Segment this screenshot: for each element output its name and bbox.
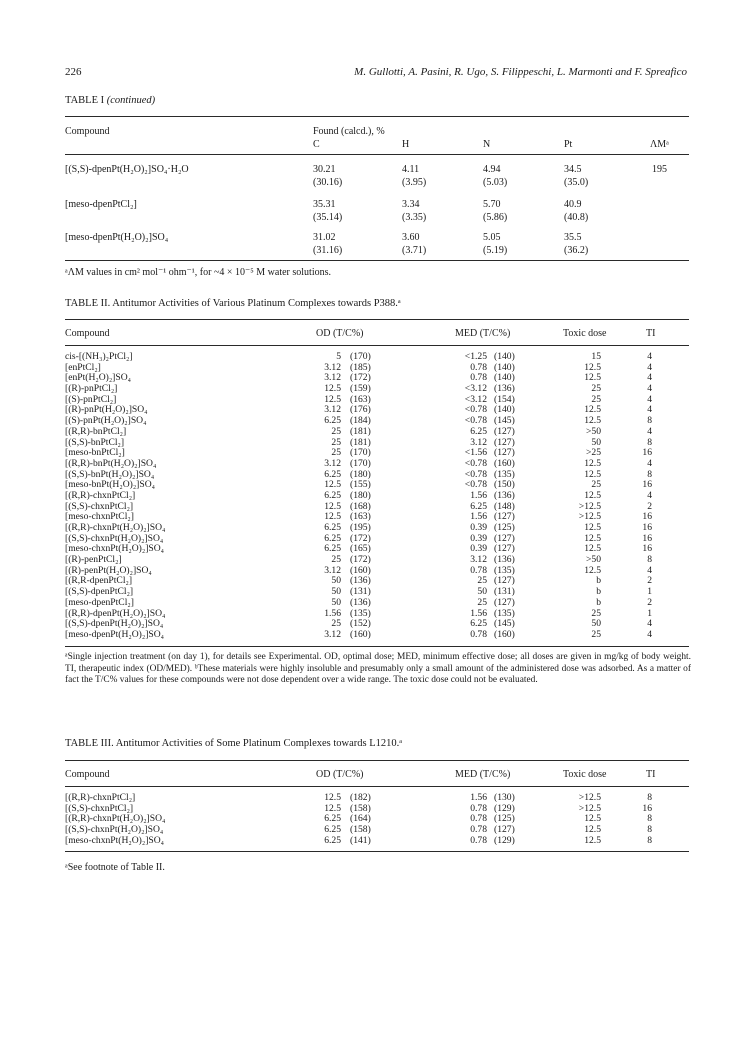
med-tc: (140) bbox=[494, 361, 515, 373]
ti-value: 16 bbox=[642, 522, 652, 533]
od-dose: 1.56 bbox=[324, 607, 341, 619]
med-tc: (129) bbox=[494, 802, 515, 814]
compound-name: [(S,S)-bnPtCl₂] bbox=[65, 436, 125, 448]
od-dose: 3.12 bbox=[324, 457, 341, 469]
toxic-dose: b bbox=[596, 596, 601, 608]
med-tc: (160) bbox=[494, 628, 515, 640]
med-dose: 0.39 bbox=[470, 522, 487, 533]
med-dose: 0.78 bbox=[470, 813, 487, 825]
od-dose: 3.12 bbox=[324, 564, 341, 576]
table1-header-rule bbox=[65, 154, 689, 155]
table-row bbox=[65, 598, 689, 609]
ti-value: 8 bbox=[647, 468, 652, 480]
toxic-dose: 25 bbox=[591, 383, 601, 395]
table1-caption-label: TABLE I bbox=[65, 95, 105, 106]
med-dose: 3.12 bbox=[470, 554, 487, 566]
od-tc: (165) bbox=[350, 543, 371, 555]
table3-caption: TABLE III. Antitumor Activities of Some Platinum Complexes towards L1210.ᵃ bbox=[65, 738, 403, 749]
table-row bbox=[65, 427, 689, 438]
value-n-calcd: (5.03) bbox=[483, 177, 508, 188]
od-dose: 25 bbox=[331, 436, 341, 448]
med-dose: 6.25 bbox=[470, 500, 487, 512]
od-tc: (168) bbox=[350, 500, 371, 512]
med-dose: 0.78 bbox=[470, 834, 487, 846]
table1-header-pt: Pt bbox=[564, 139, 573, 150]
running-head bbox=[65, 66, 687, 82]
od-tc: (163) bbox=[350, 393, 371, 405]
ti-value: 2 bbox=[647, 575, 652, 587]
od-tc: (172) bbox=[350, 532, 371, 544]
med-dose: <0.78 bbox=[464, 404, 487, 416]
od-dose: 6.25 bbox=[324, 415, 341, 427]
compound-name: [meso-chxnPt(H₂O)₂]SO₄ bbox=[65, 543, 165, 555]
toxic-dose: b bbox=[596, 575, 601, 587]
od-tc: (176) bbox=[350, 404, 371, 416]
od-tc: (136) bbox=[350, 575, 371, 587]
value-am: 195 bbox=[652, 164, 667, 175]
compound-name: cis-[(NH₃)₂PtCl₂] bbox=[65, 351, 133, 362]
compound-name: [(R,R-dpenPtCl₂] bbox=[65, 575, 133, 587]
compound-name: [(S)-pnPt(H₂O)₂]SO₄ bbox=[65, 415, 147, 427]
compound-name: [enPtCl₂] bbox=[65, 361, 101, 373]
compound-name: [(R,R)-chxnPtCl₂] bbox=[65, 489, 136, 501]
compound-name: [enPt(H₂O)₂]SO₄ bbox=[65, 372, 131, 384]
toxic-dose: 25 bbox=[591, 479, 601, 491]
od-dose: 6.25 bbox=[324, 824, 341, 836]
med-tc: (129) bbox=[494, 834, 515, 846]
table3-header-toxic: Toxic dose bbox=[563, 769, 607, 780]
toxic-dose: 12.5 bbox=[584, 543, 601, 555]
table2-header-rule bbox=[65, 345, 689, 346]
toxic-dose: 25 bbox=[591, 607, 601, 619]
med-tc: (135) bbox=[494, 564, 515, 576]
page-number: 226 bbox=[65, 66, 82, 78]
ti-value: 16 bbox=[642, 511, 652, 523]
table2-bottom-rule bbox=[65, 646, 689, 647]
value-n: 4.94 bbox=[483, 164, 501, 175]
od-tc: (136) bbox=[350, 596, 371, 608]
value-n-calcd: (5.19) bbox=[483, 245, 508, 256]
med-dose: 3.12 bbox=[470, 436, 487, 448]
od-tc: (184) bbox=[350, 415, 371, 427]
med-dose: 0.78 bbox=[470, 628, 487, 640]
table3-body bbox=[65, 793, 689, 846]
compound-name: [meso-bnPtCl₂] bbox=[65, 447, 125, 459]
od-dose: 12.5 bbox=[324, 802, 341, 814]
value-pt-calcd: (40.8) bbox=[564, 212, 589, 223]
ti-value: 8 bbox=[647, 824, 652, 836]
toxic-dose: 12.5 bbox=[584, 824, 601, 836]
med-tc: (140) bbox=[494, 372, 515, 384]
value-n: 5.05 bbox=[483, 232, 501, 243]
ti-value: 4 bbox=[647, 628, 652, 640]
ti-value: 8 bbox=[647, 436, 652, 448]
table-row bbox=[65, 459, 689, 470]
od-tc: (131) bbox=[350, 586, 371, 598]
compound-name: [(R)-penPtCl₂] bbox=[65, 554, 122, 566]
ti-value: 4 bbox=[647, 383, 652, 395]
toxic-dose: >12.5 bbox=[578, 792, 601, 803]
med-tc: (136) bbox=[494, 554, 515, 566]
compound-name: [(S)-pnPtCl₂] bbox=[65, 393, 117, 405]
table2-header-ti: TI bbox=[646, 328, 656, 339]
med-tc: (160) bbox=[494, 457, 515, 469]
table3-header-od: OD (T/C%) bbox=[316, 769, 364, 780]
od-dose: 12.5 bbox=[324, 393, 341, 405]
med-dose: 0.78 bbox=[470, 824, 487, 836]
value-c: 30.21 bbox=[313, 164, 336, 175]
od-dose: 12.5 bbox=[324, 479, 341, 491]
ti-value: 8 bbox=[647, 792, 652, 803]
med-dose: 0.78 bbox=[470, 802, 487, 814]
med-tc: (127) bbox=[494, 532, 515, 544]
toxic-dose: b bbox=[596, 586, 601, 598]
med-dose: 0.39 bbox=[470, 543, 487, 555]
od-dose: 3.12 bbox=[324, 628, 341, 640]
toxic-dose: 12.5 bbox=[584, 361, 601, 373]
toxic-dose: >50 bbox=[585, 554, 601, 566]
od-tc: (195) bbox=[350, 522, 371, 533]
od-dose: 50 bbox=[331, 575, 341, 587]
compound-name: [(S,S)-chxnPt(H₂O)₂]SO₄ bbox=[65, 824, 164, 836]
compound-name: [(R)-pnPt(H₂O)₂]SO₄ bbox=[65, 404, 148, 416]
od-tc: (160) bbox=[350, 628, 371, 640]
med-dose: 25 bbox=[477, 596, 487, 608]
med-dose: 1.56 bbox=[470, 511, 487, 523]
ti-value: 4 bbox=[647, 351, 652, 362]
med-dose: 6.25 bbox=[470, 618, 487, 630]
toxic-dose: 50 bbox=[591, 618, 601, 630]
value-h-calcd: (3.71) bbox=[402, 245, 427, 256]
od-dose: 25 bbox=[331, 447, 341, 459]
table1-header-h: H bbox=[402, 139, 410, 150]
od-tc: (181) bbox=[350, 436, 371, 448]
table1-header-n: N bbox=[483, 139, 491, 150]
value-h-calcd: (3.35) bbox=[402, 212, 427, 223]
table3-header-med: MED (T/C%) bbox=[455, 769, 511, 780]
ti-value: 1 bbox=[647, 586, 652, 598]
ti-value: 4 bbox=[647, 393, 652, 405]
toxic-dose: 12.5 bbox=[584, 457, 601, 469]
ti-value: 4 bbox=[647, 457, 652, 469]
od-dose: 12.5 bbox=[324, 792, 341, 803]
od-tc: (158) bbox=[350, 824, 371, 836]
od-dose: 6.25 bbox=[324, 468, 341, 480]
med-tc: (127) bbox=[494, 425, 515, 437]
toxic-dose: 12.5 bbox=[584, 834, 601, 846]
compound-name: [(S,S)-dpenPt(H₂O)₂]SO₄·H₂O bbox=[65, 164, 189, 175]
med-dose: <3.12 bbox=[464, 383, 487, 395]
od-dose: 6.25 bbox=[324, 543, 341, 555]
table2-header-toxic: Toxic dose bbox=[563, 328, 607, 339]
med-dose: 6.25 bbox=[470, 425, 487, 437]
compound-name: [(R,R)-bnPt(H₂O)₂]SO₄ bbox=[65, 457, 157, 469]
od-tc: (172) bbox=[350, 554, 371, 566]
med-tc: (127) bbox=[494, 543, 515, 555]
author-line: M. Gullotti, A. Pasini, R. Ugo, S. Filippeschi, L. Marmonti and F. Spreafico bbox=[354, 66, 687, 78]
ti-value: 16 bbox=[642, 802, 652, 814]
od-dose: 12.5 bbox=[324, 511, 341, 523]
table1-bottom-rule bbox=[65, 260, 689, 261]
med-dose: 1.56 bbox=[470, 792, 487, 803]
table2-caption: TABLE II. Antitumor Activities of Various Platinum Complexes towards P388.ᵃ bbox=[65, 298, 401, 309]
med-tc: (136) bbox=[494, 383, 515, 395]
ti-value: 2 bbox=[647, 596, 652, 608]
ti-value: 1 bbox=[647, 607, 652, 619]
od-tc: (159) bbox=[350, 383, 371, 395]
med-dose: 25 bbox=[477, 575, 487, 587]
value-n-calcd: (5.86) bbox=[483, 212, 508, 223]
od-dose: 50 bbox=[331, 596, 341, 608]
med-dose: 0.78 bbox=[470, 361, 487, 373]
value-pt-calcd: (35.0) bbox=[564, 177, 589, 188]
med-tc: (127) bbox=[494, 447, 515, 459]
od-tc: (170) bbox=[350, 447, 371, 459]
ti-value: 16 bbox=[642, 543, 652, 555]
toxic-dose: 12.5 bbox=[584, 813, 601, 825]
ti-value: 8 bbox=[647, 415, 652, 427]
od-dose: 3.12 bbox=[324, 361, 341, 373]
toxic-dose: 25 bbox=[591, 393, 601, 405]
od-tc: (181) bbox=[350, 425, 371, 437]
toxic-dose: 12.5 bbox=[584, 415, 601, 427]
toxic-dose: 12.5 bbox=[584, 372, 601, 384]
med-tc: (127) bbox=[494, 436, 515, 448]
compound-name: [meso-dpenPtCl₂] bbox=[65, 596, 134, 608]
ti-value: 8 bbox=[647, 554, 652, 566]
od-tc: (160) bbox=[350, 564, 371, 576]
od-tc: (163) bbox=[350, 511, 371, 523]
ti-value: 4 bbox=[647, 489, 652, 501]
table3-top-rule bbox=[65, 760, 689, 761]
od-dose: 5 bbox=[336, 351, 341, 362]
od-dose: 6.25 bbox=[324, 532, 341, 544]
od-tc: (152) bbox=[350, 618, 371, 630]
compound-name: [(R,R)-dpenPt(H₂O)₂]SO₄ bbox=[65, 607, 166, 619]
compound-name: [(R)-penPt(H₂O)₂]SO₄ bbox=[65, 564, 152, 576]
table2-header-compound: Compound bbox=[65, 328, 110, 339]
table1-header-c: C bbox=[313, 139, 320, 150]
od-tc: (180) bbox=[350, 468, 371, 480]
toxic-dose: 12.5 bbox=[584, 564, 601, 576]
med-tc: (130) bbox=[494, 792, 515, 803]
med-tc: (154) bbox=[494, 393, 515, 405]
od-tc: (170) bbox=[350, 457, 371, 469]
toxic-dose: >12.5 bbox=[578, 511, 601, 523]
od-tc: (182) bbox=[350, 792, 371, 803]
od-dose: 50 bbox=[331, 586, 341, 598]
ti-value: 2 bbox=[647, 500, 652, 512]
med-tc: (145) bbox=[494, 618, 515, 630]
med-tc: (140) bbox=[494, 404, 515, 416]
od-dose: 25 bbox=[331, 618, 341, 630]
od-tc: (155) bbox=[350, 479, 371, 491]
od-dose: 12.5 bbox=[324, 383, 341, 395]
med-dose: <1.56 bbox=[464, 447, 487, 459]
compound-name: [meso-dpenPtCl₂] bbox=[65, 199, 137, 210]
med-dose: 1.56 bbox=[470, 607, 487, 619]
value-h: 3.60 bbox=[402, 232, 420, 243]
med-tc: (145) bbox=[494, 415, 515, 427]
med-tc: (127) bbox=[494, 575, 515, 587]
toxic-dose: 12.5 bbox=[584, 532, 601, 544]
od-tc: (180) bbox=[350, 489, 371, 501]
compound-name: [(S,S)-chxnPtCl₂] bbox=[65, 500, 134, 512]
med-tc: (140) bbox=[494, 351, 515, 362]
table1-caption bbox=[65, 95, 155, 106]
ti-value: 4 bbox=[647, 425, 652, 437]
compound-name: [(R,R)-bnPtCl₂] bbox=[65, 425, 127, 437]
value-h-calcd: (3.95) bbox=[402, 177, 427, 188]
compound-name: [(S,S)-dpenPtCl₂] bbox=[65, 586, 134, 598]
od-dose: 12.5 bbox=[324, 500, 341, 512]
toxic-dose: >50 bbox=[585, 425, 601, 437]
toxic-dose: >25 bbox=[585, 447, 601, 459]
value-h: 4.11 bbox=[402, 164, 420, 175]
toxic-dose: 25 bbox=[591, 628, 601, 640]
toxic-dose: 50 bbox=[591, 436, 601, 448]
value-c-calcd: (35.14) bbox=[313, 212, 343, 223]
med-dose: 50 bbox=[477, 586, 487, 598]
compound-name: [(R)-pnPtCl₂] bbox=[65, 383, 118, 395]
med-dose: <3.12 bbox=[464, 393, 487, 405]
value-n: 5.70 bbox=[483, 199, 501, 210]
value-c-calcd: (31.16) bbox=[313, 245, 343, 256]
ti-value: 16 bbox=[642, 447, 652, 459]
value-pt: 40.9 bbox=[564, 199, 582, 210]
med-tc: (131) bbox=[494, 586, 515, 598]
table2-header-med: MED (T/C%) bbox=[455, 328, 511, 339]
table3-header-compound: Compound bbox=[65, 769, 110, 780]
compound-name: [meso-chxnPtCl₂] bbox=[65, 511, 134, 523]
ti-value: 16 bbox=[642, 479, 652, 491]
compound-name: [meso-bnPt(H₂O)₂]SO₄ bbox=[65, 479, 155, 491]
table1-header-found: Found (calcd.), % bbox=[313, 126, 385, 137]
od-dose: 25 bbox=[331, 425, 341, 437]
value-c: 31.02 bbox=[313, 232, 336, 243]
med-tc: (148) bbox=[494, 500, 515, 512]
table2-footnote: ᵃSingle injection treatment (on day 1), for details see Experimental. OD, optimal dose; MED, minimum effective dose; all doses are given in mg/kg of body weight. TI, therapeutic index (OD/MED). ᵇThese materials were highly insoluble and presumably only a small amount of the administered dose was adsorbed. As a matter of fact the T/C% values for these compounds were not dose dependent over a wide range. The toxic dose could not be evaluated. bbox=[65, 652, 691, 685]
ti-value: 4 bbox=[647, 564, 652, 576]
value-pt: 35.5 bbox=[564, 232, 582, 243]
compound-name: [(S,S)-chxnPtCl₂] bbox=[65, 802, 134, 814]
table-row bbox=[65, 630, 689, 641]
compound-name: [(S,S)-chxnPt(H₂O)₂]SO₄ bbox=[65, 532, 164, 544]
table1-top-rule bbox=[65, 116, 689, 117]
table2-header-od: OD (T/C%) bbox=[316, 328, 364, 339]
med-dose: 0.78 bbox=[470, 564, 487, 576]
od-dose: 25 bbox=[331, 554, 341, 566]
toxic-dose: 12.5 bbox=[584, 404, 601, 416]
value-c-calcd: (30.16) bbox=[313, 177, 343, 188]
med-tc: (127) bbox=[494, 511, 515, 523]
ti-value: 16 bbox=[642, 532, 652, 544]
med-dose: 1.56 bbox=[470, 489, 487, 501]
ti-value: 8 bbox=[647, 834, 652, 846]
compound-name: [meso-dpenPt(H₂O)₂]SO₄ bbox=[65, 232, 169, 243]
ti-value: 4 bbox=[647, 404, 652, 416]
od-dose: 6.25 bbox=[324, 813, 341, 825]
toxic-dose: 12.5 bbox=[584, 522, 601, 533]
med-tc: (136) bbox=[494, 489, 515, 501]
table-row bbox=[65, 836, 689, 847]
value-pt-calcd: (36.2) bbox=[564, 245, 589, 256]
med-tc: (127) bbox=[494, 824, 515, 836]
toxic-dose: 12.5 bbox=[584, 489, 601, 501]
table3-header-rule bbox=[65, 786, 689, 787]
od-tc: (141) bbox=[350, 834, 371, 846]
med-tc: (127) bbox=[494, 596, 515, 608]
med-tc: (150) bbox=[494, 479, 515, 491]
table1-footnote: ᵃΛM values in cm² mol⁻¹ ohm⁻¹, for ~4 × 10⁻⁵ M water solutions. bbox=[65, 267, 331, 278]
od-dose: 3.12 bbox=[324, 372, 341, 384]
table3-footnote: ᵃSee footnote of Table II. bbox=[65, 862, 165, 873]
med-dose: <0.78 bbox=[464, 468, 487, 480]
od-tc: (164) bbox=[350, 813, 371, 825]
ti-value: 4 bbox=[647, 361, 652, 373]
od-tc: (135) bbox=[350, 607, 371, 619]
value-h: 3.34 bbox=[402, 199, 420, 210]
value-c: 35.31 bbox=[313, 199, 336, 210]
table1-header-am: ΛMᵃ bbox=[650, 139, 669, 150]
toxic-dose: 12.5 bbox=[584, 468, 601, 480]
compound-name: [(R,R)-chxnPt(H₂O)₂]SO₄ bbox=[65, 813, 166, 825]
med-dose: <0.78 bbox=[464, 479, 487, 491]
od-tc: (170) bbox=[350, 351, 371, 362]
od-dose: 6.25 bbox=[324, 522, 341, 533]
med-tc: (125) bbox=[494, 813, 515, 825]
compound-name: [meso-chxnPt(H₂O)₂]SO₄ bbox=[65, 834, 165, 846]
table2-top-rule bbox=[65, 319, 689, 320]
table1-header-compound: Compound bbox=[65, 126, 110, 137]
od-dose: 3.12 bbox=[324, 404, 341, 416]
od-tc: (185) bbox=[350, 361, 371, 373]
toxic-dose: 15 bbox=[591, 351, 601, 362]
table2-body bbox=[65, 352, 689, 641]
compound-name: [(S,S)-bnPt(H₂O)₂]SO₄ bbox=[65, 468, 155, 480]
compound-name: [(R,R)-chxnPt(H₂O)₂]SO₄ bbox=[65, 522, 166, 533]
med-dose: <1.25 bbox=[464, 351, 487, 362]
compound-name: [(R,R)-chxnPtCl₂] bbox=[65, 792, 136, 803]
compound-name: [(S,S)-dpenPt(H₂O)₂]SO₄ bbox=[65, 618, 164, 630]
med-tc: (135) bbox=[494, 607, 515, 619]
table3-header-ti: TI bbox=[646, 769, 656, 780]
med-dose: <0.78 bbox=[464, 415, 487, 427]
table3-bottom-rule bbox=[65, 851, 689, 852]
table1-caption-cont: (continued) bbox=[106, 95, 156, 106]
med-tc: (125) bbox=[494, 522, 515, 533]
toxic-dose: >12.5 bbox=[578, 802, 601, 814]
compound-name: [meso-dpenPt(H₂O)₂]SO₄ bbox=[65, 628, 165, 640]
value-pt: 34.5 bbox=[564, 164, 582, 175]
od-tc: (172) bbox=[350, 372, 371, 384]
toxic-dose: >12.5 bbox=[578, 500, 601, 512]
od-dose: 6.25 bbox=[324, 489, 341, 501]
med-dose: 0.39 bbox=[470, 532, 487, 544]
od-dose: 6.25 bbox=[324, 834, 341, 846]
med-tc: (135) bbox=[494, 468, 515, 480]
od-tc: (158) bbox=[350, 802, 371, 814]
med-dose: 0.78 bbox=[470, 372, 487, 384]
med-dose: <0.78 bbox=[464, 457, 487, 469]
ti-value: 8 bbox=[647, 813, 652, 825]
ti-value: 4 bbox=[647, 372, 652, 384]
ti-value: 4 bbox=[647, 618, 652, 630]
